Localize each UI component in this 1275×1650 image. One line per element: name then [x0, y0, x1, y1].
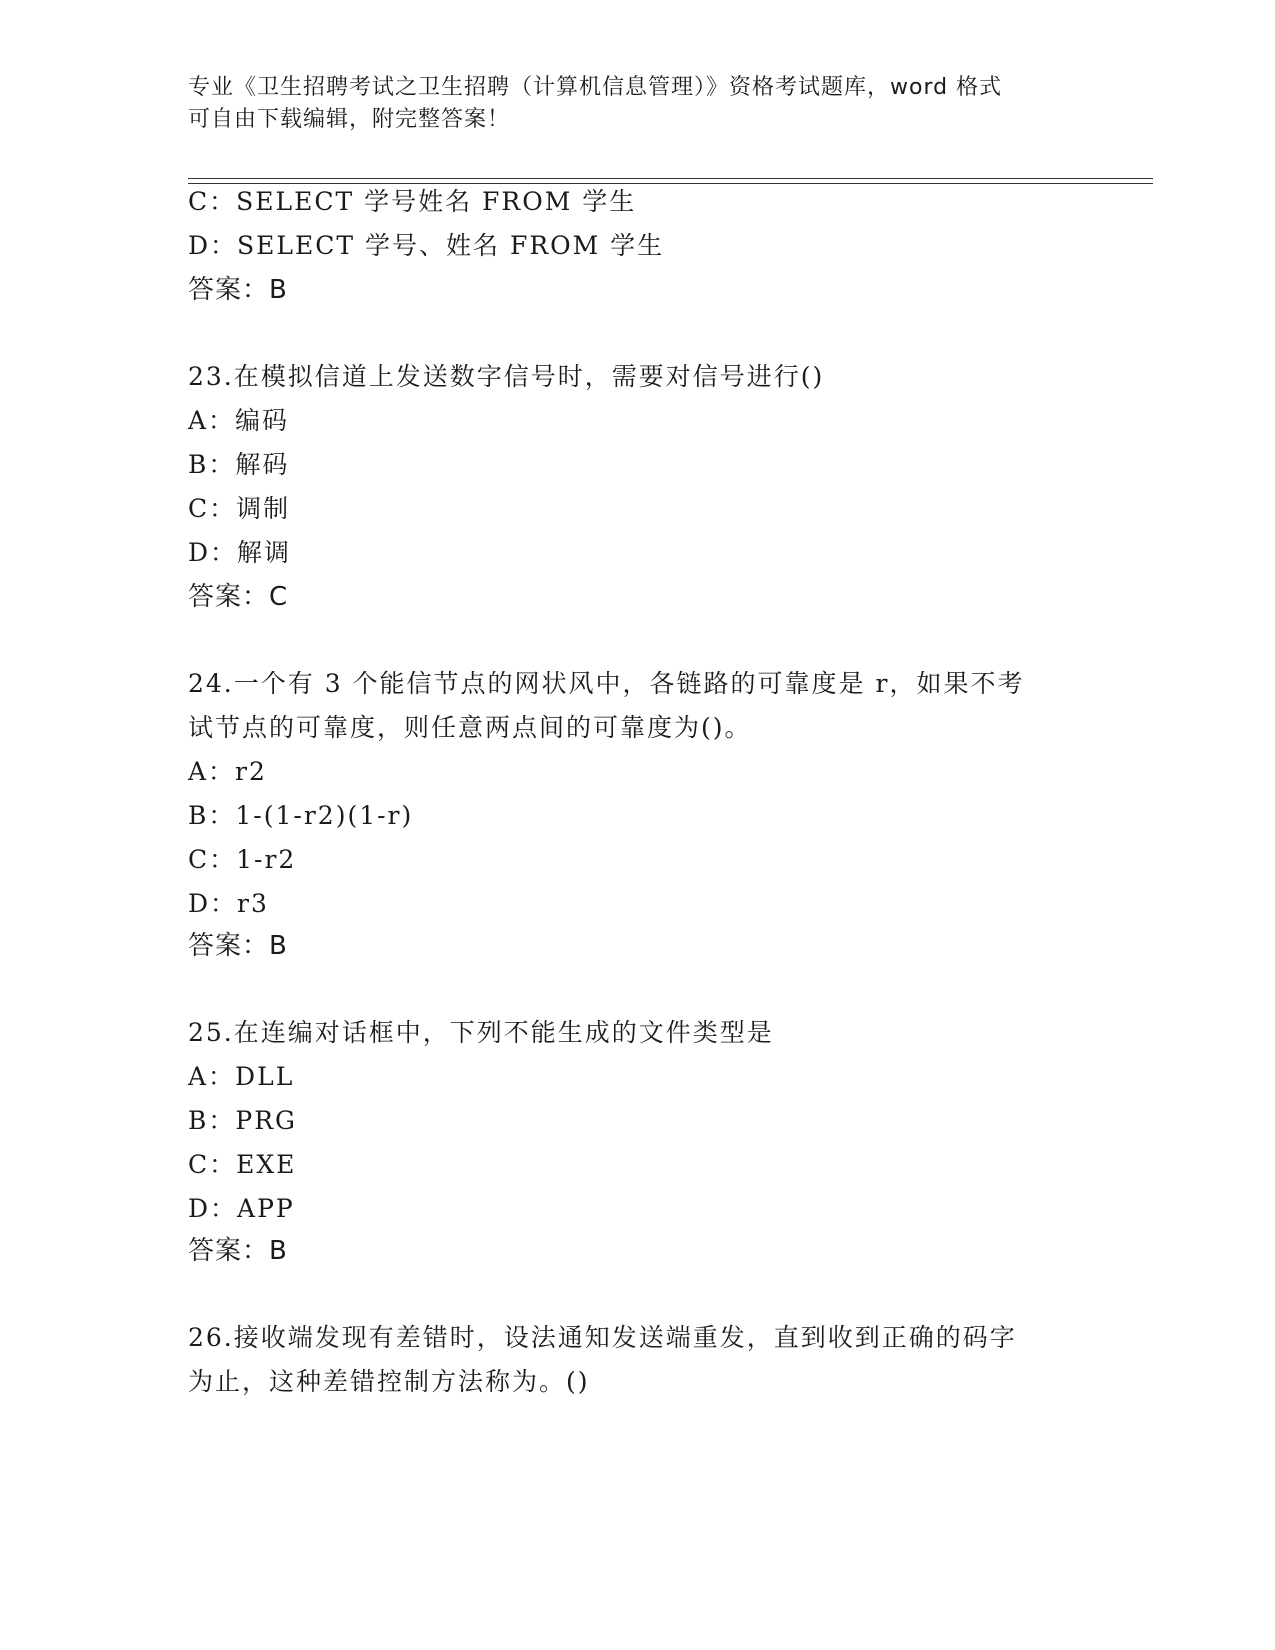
q24-question-line-1: 24.一个有 3 个能信节点的网状风中，各链路的可靠度是 r，如果不考: [188, 669, 1025, 698]
q26-question-line-1: 26.接收端发现有差错时，设法通知发送端重发，直到收到正确的码字: [188, 1323, 1017, 1352]
header-divider-top: [188, 178, 1153, 179]
q25-option-a: A：DLL: [188, 1062, 295, 1091]
q25-answer: 答案：B: [188, 1236, 288, 1266]
q23-question: 23.在模拟信道上发送数字信号时，需要对信号进行(): [188, 362, 825, 391]
q25-option-c: C：EXE: [188, 1150, 297, 1179]
q23-option-a: A：编码: [188, 406, 290, 435]
q23-option-b: B：解码: [188, 450, 290, 479]
q24-question-line-2: 试节点的可靠度，则任意两点间的可靠度为()。: [188, 713, 752, 742]
q23-option-d: D：解调: [188, 538, 292, 567]
prev-option-c: C：SELECT 学号姓名 FROM 学生: [188, 187, 637, 216]
q25-option-d: D：APP: [188, 1194, 295, 1223]
document-header: [188, 72, 1068, 136]
q23-option-c: C：调制: [188, 494, 291, 523]
header-divider-bottom: [188, 183, 1153, 184]
q26-question-line-2: 为止，这种差错控制方法称为。(): [188, 1367, 590, 1396]
q24-option-a: A：r2: [188, 757, 267, 786]
q24-option-d: D：r3: [188, 889, 269, 918]
q23-answer: 答案：C: [188, 582, 289, 612]
header-line-1: 专业《卫生招聘考试之卫生招聘（计算机信息管理）》资格考试题库，word 格式: [188, 75, 1003, 100]
q24-answer: 答案：B: [188, 931, 288, 961]
q25-question: 25.在连编对话框中，下列不能生成的文件类型是: [188, 1018, 774, 1047]
q24-option-b: B：1-(1-r2)(1-r): [188, 801, 414, 830]
header-line-2: 可自由下载编辑，附完整答案！: [188, 107, 511, 132]
q24-option-c: C：1-r2: [188, 845, 297, 874]
prev-answer: 答案：B: [188, 275, 288, 305]
q25-option-b: B：PRG: [188, 1106, 297, 1135]
prev-option-d: D：SELECT 学号、姓名 FROM 学生: [188, 231, 665, 260]
